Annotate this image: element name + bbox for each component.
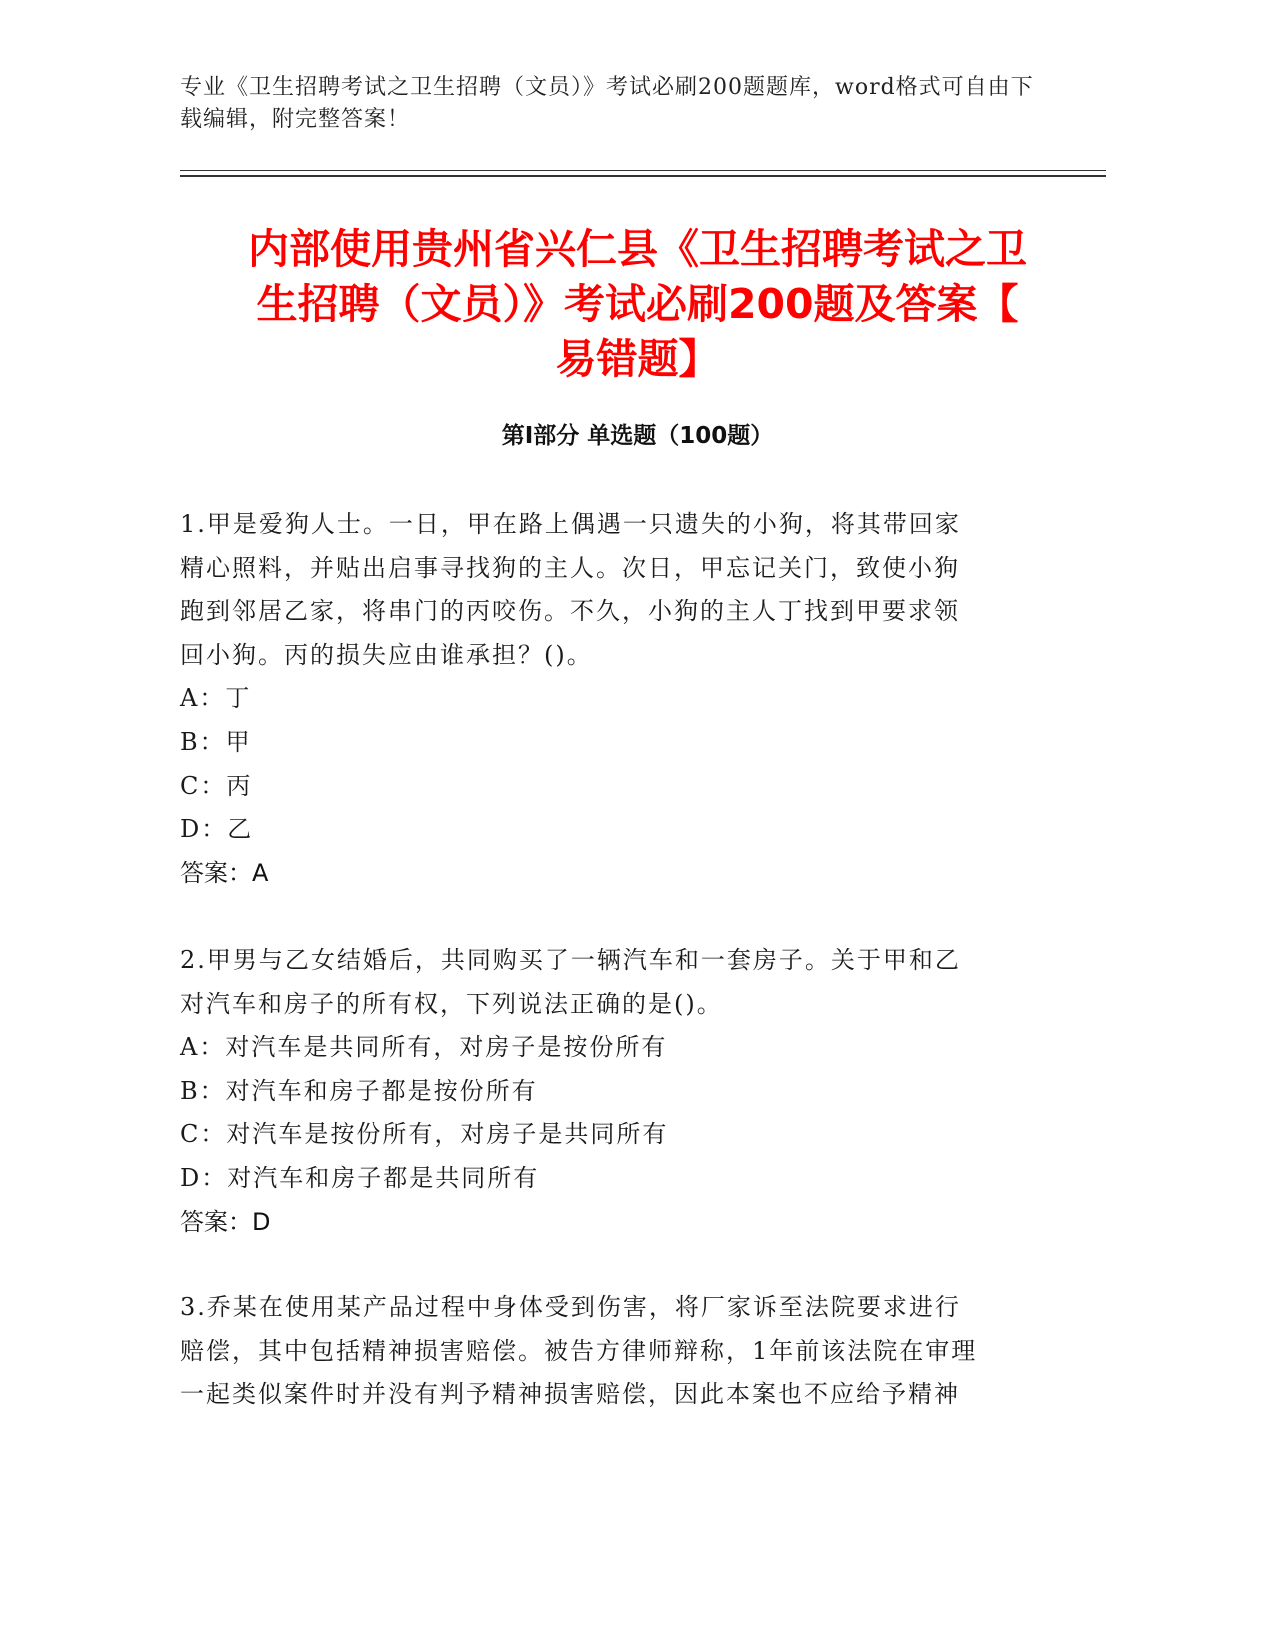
answer-label: 答案： — [180, 858, 252, 887]
question-stem-line: 精心照料，并贴出启事寻找狗的主人。次日，甲忘记关门，致使小狗 — [180, 553, 960, 582]
section-title: 第Ⅰ部分 单选题（100题） — [501, 423, 774, 449]
option-c: C：丙 — [180, 771, 253, 800]
document-title-line-3: 易错题】 — [555, 335, 720, 383]
document-title-line-2: 生招聘（文员）》考试必刷200题及答案【 — [256, 280, 1019, 328]
document-title — [180, 222, 1095, 387]
question-2 — [180, 939, 1040, 1244]
answer — [180, 1201, 1040, 1245]
option-b: B：对汽车和房子都是按份所有 — [180, 1076, 538, 1105]
option-b: B：甲 — [180, 727, 252, 756]
option-a: A：丁 — [180, 684, 252, 713]
header-note-text: 专业《卫生招聘考试之卫生招聘（文员）》考试必刷200题题库，word格式可自由下载编辑，附完整答案！ — [180, 75, 1034, 132]
question-stem-line: 1.甲是爱狗人士。一日，甲在路上偶遇一只遗失的小狗，将其带回家 — [180, 510, 961, 538]
document-title-line-1: 内部使用贵州省兴仁县《卫生招聘考试之卫 — [248, 225, 1027, 273]
question-stem-line: 回小狗。丙的损失应由谁承担？()。 — [180, 640, 593, 669]
option-d: D：对汽车和房子都是共同所有 — [180, 1163, 540, 1192]
question-stem-line: 对汽车和房子的所有权，下列说法正确的是()。 — [180, 989, 723, 1018]
question-stem-line: 2.甲男与乙女结婚后，共同购买了一辆汽车和一套房子。关于甲和乙 — [180, 946, 961, 974]
answer — [180, 852, 1040, 896]
question-stem-line: 一起类似案件时并没有判予精神损害赔偿，因此本案也不应给予精神 — [180, 1380, 960, 1409]
question-stem-line: 跑到邻居乙家，将串门的丙咬伤。不久，小狗的主人丁找到甲要求领 — [180, 597, 960, 626]
answer-label: 答案： — [180, 1207, 252, 1236]
header-note — [180, 72, 1040, 136]
header-divider-bottom — [180, 175, 1106, 177]
option-c: C：对汽车是按份所有，对房子是共同所有 — [180, 1120, 669, 1149]
answer-value: A — [252, 858, 269, 887]
option-d: D：乙 — [180, 815, 254, 844]
question-stem-line: 赔偿，其中包括精神损害赔偿。被告方律师辩称，1年前该法院在审理 — [180, 1336, 978, 1365]
answer-value: D — [252, 1207, 271, 1236]
option-a: A：对汽车是共同所有，对房子是按份所有 — [180, 1033, 668, 1062]
question-stem-line: 3.乔某在使用某产品过程中身体受到伤害，将厂家诉至法院要求进行 — [180, 1293, 961, 1321]
header-divider-top — [180, 170, 1106, 171]
question-3 — [180, 1286, 1040, 1417]
question-1 — [180, 503, 1040, 895]
